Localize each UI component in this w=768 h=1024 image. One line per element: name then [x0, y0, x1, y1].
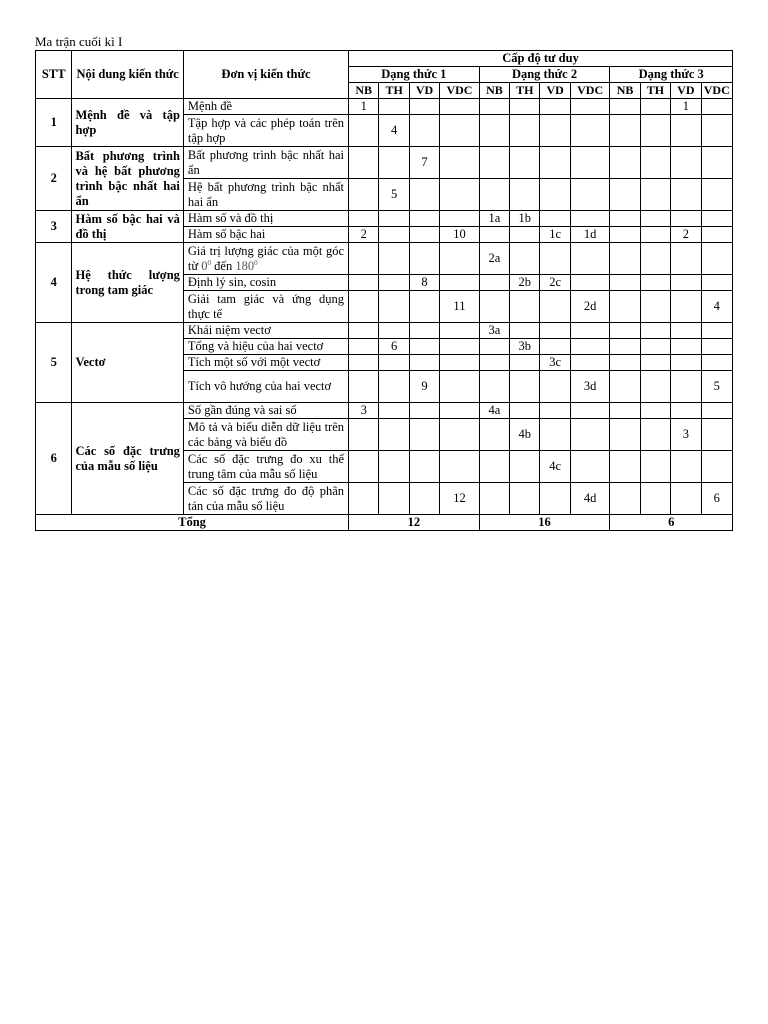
value-cell	[610, 355, 640, 371]
sub-header: VD	[409, 83, 439, 99]
value-cell	[379, 451, 409, 483]
value-cell: 4b	[510, 419, 540, 451]
value-cell	[379, 275, 409, 291]
value-cell	[379, 371, 409, 403]
value-cell	[479, 355, 509, 371]
stt-cell: 4	[36, 243, 72, 323]
value-cell	[440, 419, 480, 451]
document-title: Ma trận cuối kì I	[35, 34, 123, 49]
value-cell	[510, 355, 540, 371]
value-cell	[640, 275, 670, 291]
value-cell	[540, 403, 570, 419]
value-cell	[671, 211, 701, 227]
value-cell	[409, 291, 439, 323]
sub-header: VD	[540, 83, 570, 99]
value-cell	[349, 419, 379, 451]
unit-cell: Hệ bất phương trình bậc nhất hai ẩn	[183, 179, 348, 211]
value-cell	[510, 451, 540, 483]
value-cell	[349, 275, 379, 291]
unit-cell: Tích vô hướng của hai vectơ	[183, 371, 348, 403]
value-cell	[379, 227, 409, 243]
value-cell	[701, 179, 732, 211]
value-cell	[379, 483, 409, 515]
value-cell	[640, 291, 670, 323]
value-cell: 3b	[510, 339, 540, 355]
value-cell	[409, 211, 439, 227]
table-row	[36, 147, 733, 179]
value-cell	[701, 403, 732, 419]
value-cell	[479, 371, 509, 403]
value-cell: 5	[701, 371, 732, 403]
value-cell	[540, 291, 570, 323]
value-cell	[479, 291, 509, 323]
value-cell	[610, 99, 640, 115]
value-cell	[701, 99, 732, 115]
value-cell	[540, 371, 570, 403]
unit-cell: Tích một số với một vectơ	[183, 355, 348, 371]
value-cell	[349, 115, 379, 147]
content-header: Nội dung kiến thức	[72, 51, 183, 99]
unit-cell: Tổng và hiệu của hai vectơ	[183, 339, 348, 355]
unit-cell: Hàm số bậc hai	[183, 227, 348, 243]
value-cell	[540, 115, 570, 147]
unit-text: Giá trị lượng giác của một góc từ	[187, 243, 345, 273]
unit-cell: Tập hợp và các phép toán trên tập hợp	[183, 115, 348, 147]
table-row	[36, 403, 733, 419]
value-cell	[610, 419, 640, 451]
value-cell: 1	[349, 99, 379, 115]
value-cell	[440, 211, 480, 227]
unit-cell: Số gần đúng và sai số	[183, 403, 348, 419]
value-cell	[479, 419, 509, 451]
unit-cell: Bất phương trình bậc nhất hai ẩn	[183, 147, 348, 179]
unit-cell: Các số đặc trưng đo xu thế trung tâm của mẫu số liệu	[183, 451, 348, 483]
value-cell	[671, 483, 701, 515]
value-cell	[701, 355, 732, 371]
value-cell	[440, 355, 480, 371]
table-row	[36, 99, 733, 115]
value-cell	[409, 323, 439, 339]
value-cell	[479, 227, 509, 243]
stt-cell: 1	[36, 99, 72, 147]
value-cell	[510, 403, 540, 419]
sub-header: VDC	[440, 83, 480, 99]
value-cell	[349, 179, 379, 211]
value-cell	[379, 355, 409, 371]
content-cell: Hàm số bậc hai và đồ thị	[72, 211, 183, 243]
value-cell	[510, 291, 540, 323]
value-cell	[701, 115, 732, 147]
value-cell	[570, 339, 610, 355]
value-cell	[440, 339, 480, 355]
value-cell: 2	[671, 227, 701, 243]
table-row	[36, 243, 733, 275]
value-cell	[671, 275, 701, 291]
value-cell: 7	[409, 147, 439, 179]
sub-header: TH	[640, 83, 670, 99]
unit-text: đến	[214, 258, 233, 273]
value-cell	[409, 451, 439, 483]
value-cell	[409, 339, 439, 355]
value-cell	[479, 179, 509, 211]
total-form-2: 16	[479, 515, 610, 531]
value-cell: 1c	[540, 227, 570, 243]
value-cell	[701, 243, 732, 275]
value-cell	[440, 371, 480, 403]
value-cell	[379, 291, 409, 323]
value-cell	[440, 179, 480, 211]
value-cell	[570, 451, 610, 483]
value-cell: 4d	[570, 483, 610, 515]
value-cell	[479, 339, 509, 355]
value-cell	[640, 323, 670, 339]
value-cell	[610, 403, 640, 419]
value-cell	[349, 355, 379, 371]
value-cell	[640, 227, 670, 243]
value-cell: 4a	[479, 403, 509, 419]
content-cell: Bất phương trình và hệ bất phương trình bậc nhất hai ẩn	[72, 147, 183, 211]
value-cell: 5	[379, 179, 409, 211]
value-cell	[479, 115, 509, 147]
total-row	[36, 515, 733, 531]
value-cell	[379, 243, 409, 275]
value-cell	[379, 419, 409, 451]
value-cell	[671, 339, 701, 355]
value-cell: 4c	[540, 451, 570, 483]
value-cell	[671, 115, 701, 147]
value-cell: 6	[701, 483, 732, 515]
total-label: Tổng	[36, 515, 349, 531]
value-cell	[379, 403, 409, 419]
value-cell	[610, 323, 640, 339]
value-cell	[540, 483, 570, 515]
value-cell	[640, 339, 670, 355]
angle-from: $0^0$	[201, 258, 212, 273]
value-cell	[510, 179, 540, 211]
value-cell	[610, 243, 640, 275]
value-cell	[409, 403, 439, 419]
value-cell	[349, 147, 379, 179]
value-cell: 12	[440, 483, 480, 515]
value-cell	[671, 243, 701, 275]
value-cell	[440, 99, 480, 115]
value-cell	[640, 99, 670, 115]
sub-header: VD	[671, 83, 701, 99]
content-cell: Hệ thức lượng trong tam giác	[72, 243, 183, 323]
content-cell: Vectơ	[72, 323, 183, 403]
value-cell	[540, 323, 570, 339]
stt-cell: 2	[36, 147, 72, 211]
form-1-header: Dạng thức 1	[349, 67, 480, 83]
value-cell	[540, 211, 570, 227]
value-cell: 2b	[510, 275, 540, 291]
value-cell: 3a	[479, 323, 509, 339]
value-cell	[440, 275, 480, 291]
value-cell	[610, 451, 640, 483]
value-cell	[640, 451, 670, 483]
value-cell	[409, 243, 439, 275]
value-cell	[671, 371, 701, 403]
unit-cell	[183, 243, 348, 275]
sub-header: NB	[349, 83, 379, 99]
value-cell: 4	[379, 115, 409, 147]
value-cell	[440, 403, 480, 419]
value-cell	[570, 355, 610, 371]
knowledge-matrix-table	[35, 50, 733, 531]
value-cell	[701, 211, 732, 227]
value-cell	[570, 99, 610, 115]
value-cell	[349, 371, 379, 403]
stt-cell: 6	[36, 403, 72, 515]
value-cell	[510, 243, 540, 275]
sub-header: TH	[510, 83, 540, 99]
value-cell	[570, 211, 610, 227]
sub-header: TH	[379, 83, 409, 99]
value-cell	[409, 227, 439, 243]
value-cell	[440, 323, 480, 339]
value-cell	[570, 419, 610, 451]
value-cell	[379, 211, 409, 227]
form-2-header: Dạng thức 2	[479, 67, 610, 83]
value-cell	[640, 371, 670, 403]
value-cell	[570, 275, 610, 291]
value-cell	[640, 115, 670, 147]
value-cell	[379, 99, 409, 115]
value-cell	[610, 211, 640, 227]
value-cell	[409, 179, 439, 211]
value-cell	[570, 323, 610, 339]
angle-to: $180^0$	[235, 258, 258, 273]
unit-cell: Mô tả và biểu diễn dữ liệu trên các bảng và biểu đồ	[183, 419, 348, 451]
value-cell	[610, 275, 640, 291]
value-cell	[570, 179, 610, 211]
value-cell	[510, 371, 540, 403]
value-cell: 3c	[540, 355, 570, 371]
value-cell	[349, 243, 379, 275]
value-cell	[510, 99, 540, 115]
form-3-header: Dạng thức 3	[610, 67, 733, 83]
value-cell: 4	[701, 291, 732, 323]
value-cell	[640, 419, 670, 451]
value-cell	[479, 99, 509, 115]
value-cell: 9	[409, 371, 439, 403]
value-cell	[671, 323, 701, 339]
value-cell: 3d	[570, 371, 610, 403]
value-cell	[510, 483, 540, 515]
value-cell	[510, 227, 540, 243]
value-cell	[349, 451, 379, 483]
value-cell	[640, 147, 670, 179]
table-row	[36, 211, 733, 227]
value-cell	[440, 243, 480, 275]
value-cell	[510, 323, 540, 339]
value-cell	[610, 291, 640, 323]
value-cell	[610, 115, 640, 147]
sub-header: VDC	[701, 83, 732, 99]
value-cell	[701, 147, 732, 179]
value-cell	[349, 323, 379, 339]
value-cell	[640, 243, 670, 275]
value-cell	[701, 275, 732, 291]
value-cell	[610, 339, 640, 355]
value-cell	[510, 147, 540, 179]
value-cell	[479, 147, 509, 179]
unit-cell: Hàm số và đồ thị	[183, 211, 348, 227]
value-cell	[640, 179, 670, 211]
value-cell	[540, 419, 570, 451]
value-cell: 11	[440, 291, 480, 323]
value-cell	[440, 451, 480, 483]
value-cell	[640, 483, 670, 515]
value-cell	[701, 339, 732, 355]
value-cell	[540, 147, 570, 179]
value-cell	[409, 99, 439, 115]
value-cell	[610, 147, 640, 179]
value-cell: 10	[440, 227, 480, 243]
value-cell	[701, 227, 732, 243]
sub-header: NB	[610, 83, 640, 99]
total-form-3: 6	[610, 515, 733, 531]
value-cell: 2a	[479, 243, 509, 275]
value-cell	[671, 291, 701, 323]
value-cell	[610, 371, 640, 403]
value-cell	[610, 179, 640, 211]
stt-cell: 3	[36, 211, 72, 243]
value-cell	[379, 323, 409, 339]
value-cell	[540, 99, 570, 115]
value-cell	[701, 323, 732, 339]
value-cell	[540, 243, 570, 275]
value-cell	[671, 147, 701, 179]
value-cell	[409, 483, 439, 515]
content-cell: Mệnh đề và tập hợp	[72, 99, 183, 147]
value-cell	[701, 451, 732, 483]
value-cell	[671, 179, 701, 211]
value-cell	[540, 339, 570, 355]
total-form-1: 12	[349, 515, 480, 531]
value-cell	[479, 451, 509, 483]
stt-header: STT	[36, 51, 72, 99]
unit-cell: Mệnh đề	[183, 99, 348, 115]
unit-cell: Khái niệm vectơ	[183, 323, 348, 339]
value-cell	[440, 147, 480, 179]
value-cell	[379, 147, 409, 179]
value-cell: 1b	[510, 211, 540, 227]
table-row	[36, 323, 733, 339]
value-cell	[540, 179, 570, 211]
sub-header: VDC	[570, 83, 610, 99]
value-cell: 2	[349, 227, 379, 243]
value-cell	[671, 355, 701, 371]
unit-cell: Định lý sin, cosin	[183, 275, 348, 291]
value-cell: 3	[349, 403, 379, 419]
value-cell	[570, 403, 610, 419]
value-cell	[610, 483, 640, 515]
value-cell	[409, 419, 439, 451]
value-cell	[570, 147, 610, 179]
sub-header: NB	[479, 83, 509, 99]
value-cell	[349, 339, 379, 355]
value-cell: 3	[671, 419, 701, 451]
value-cell	[479, 483, 509, 515]
value-cell	[610, 227, 640, 243]
level-header: Cấp độ tư duy	[349, 51, 733, 67]
value-cell	[510, 115, 540, 147]
value-cell: 8	[409, 275, 439, 291]
value-cell: 1a	[479, 211, 509, 227]
value-cell	[409, 115, 439, 147]
value-cell	[570, 115, 610, 147]
value-cell	[671, 451, 701, 483]
value-cell: 1	[671, 99, 701, 115]
unit-cell: Giải tam giác và ứng dụng thực tế	[183, 291, 348, 323]
value-cell	[570, 243, 610, 275]
content-cell: Các số đặc trưng của mẫu số liệu	[72, 403, 183, 515]
value-cell	[409, 355, 439, 371]
value-cell	[701, 419, 732, 451]
value-cell: 1d	[570, 227, 610, 243]
value-cell	[640, 403, 670, 419]
value-cell	[479, 275, 509, 291]
value-cell: 2d	[570, 291, 610, 323]
unit-header: Đơn vị kiến thức	[183, 51, 348, 99]
value-cell	[349, 483, 379, 515]
value-cell: 2c	[540, 275, 570, 291]
stt-cell: 5	[36, 323, 72, 403]
value-cell	[640, 355, 670, 371]
value-cell	[671, 403, 701, 419]
value-cell: 6	[379, 339, 409, 355]
value-cell	[349, 211, 379, 227]
value-cell	[640, 211, 670, 227]
value-cell	[440, 115, 480, 147]
value-cell	[349, 291, 379, 323]
unit-cell: Các số đặc trưng đo độ phân tán của mẫu số liệu	[183, 483, 348, 515]
